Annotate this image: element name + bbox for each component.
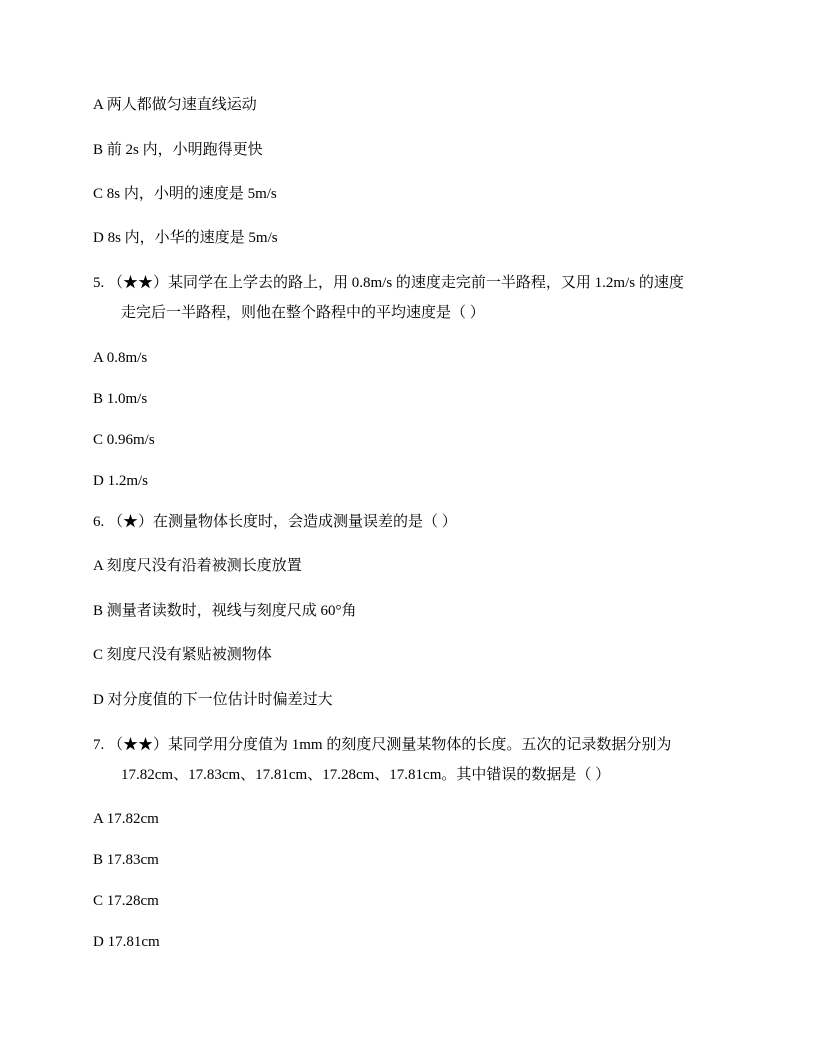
question-7-stem-cont: 17.82cm、17.83cm、17.81cm、17.28cm、17.81cm。其中错误的数据是（ ） — [121, 767, 611, 783]
q5-option-b: B 1.0m/s — [93, 391, 148, 407]
q6-option-b: B 测量者读数时，视线与刻度尺成 60°角 — [93, 603, 357, 619]
question-5-stem: 5. （★★）某同学在上学去的路上，用 0.8m/s 的速度走完前一半路程，又用 1.2m/s 的速度 — [93, 275, 684, 291]
q4-option-d: D 8s 内，小华的速度是 5m/s — [93, 230, 278, 246]
q5-option-d: D 1.2m/s — [93, 473, 149, 489]
q6-option-a: A 刻度尺没有沿着被测长度放置 — [93, 558, 302, 574]
q4-option-b: B 前 2s 内，小明跑得更快 — [93, 142, 263, 158]
question-7-stem: 7. （★★）某同学用分度值为 1mm 的刻度尺测量某物体的长度。五次的记录数据分别为 — [93, 737, 672, 753]
q7-option-c: C 17.28cm — [93, 893, 159, 909]
question-5-stem-cont: 走完后一半路程，则他在整个路程中的平均速度是（ ） — [121, 305, 485, 321]
q4-option-a: A 两人都做匀速直线运动 — [93, 97, 257, 113]
question-6-stem: 6. （★）在测量物体长度时，会造成测量误差的是（ ） — [93, 514, 457, 530]
q7-option-b: B 17.83cm — [93, 852, 159, 868]
q4-option-c: C 8s 内，小明的速度是 5m/s — [93, 186, 277, 202]
q5-option-a: A 0.8m/s — [93, 350, 148, 366]
q5-option-c: C 0.96m/s — [93, 432, 155, 448]
q7-option-d: D 17.81cm — [93, 934, 160, 950]
q6-option-c: C 刻度尺没有紧贴被测物体 — [93, 647, 272, 663]
q7-option-a: A 17.82cm — [93, 811, 159, 827]
q6-option-d: D 对分度值的下一位估计时偏差过大 — [93, 692, 333, 708]
